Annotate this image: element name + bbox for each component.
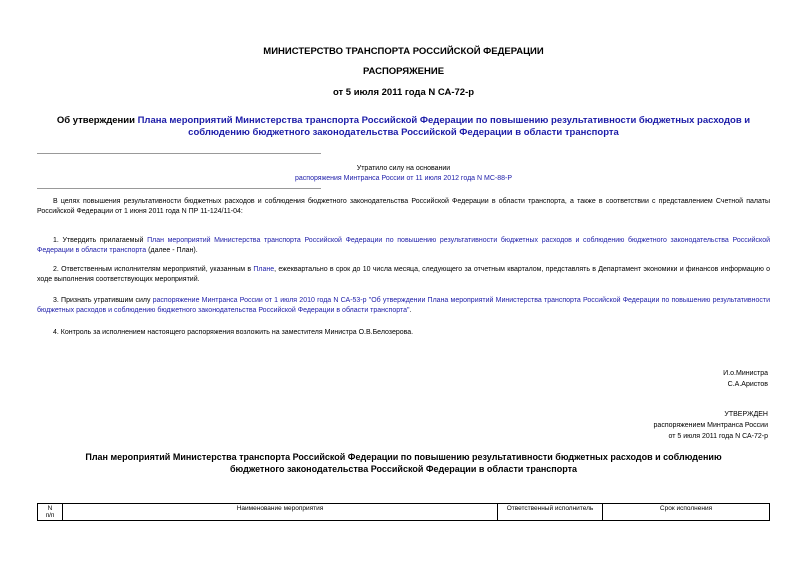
col-responsible: Ответственный исполнитель: [498, 504, 603, 521]
paragraph-1: 1. Утвердить прилагаемый План мероприятий Министерства транспорта Российской Федерации по повышению результативности бюджетных расходов и соблюдению бюджетного законодательства Российской Федерации в области транспорта (далее - План).: [37, 237, 770, 254]
lost-force-text: Утратило силу на основании: [356, 165, 451, 172]
ministry-header: МИНИСТЕРСТВО ТРАНСПОРТА РОССИЙСКОЙ ФЕДЕРАЦИИ: [263, 46, 544, 57]
approval-line-2: распоряжением Минтранса России: [653, 422, 768, 429]
doc-title-link[interactable]: Плана мероприятий Министерства транспорта Российской Федерации по повышению результативности бюджетных расходов и соблюдению бюджетного законодательства Российской Федерации в области транспорта: [137, 115, 751, 138]
repealed-order-link[interactable]: распоряжение Минтранса России от 1 июля 2010 года N СА-53-р "Об утверждении Плана мероприятий Министерства транспорта Российской Федерации по повышению результативности бюджетных расходов и соблюдению бюджетного законодательства Российской Федерации в области транспорта": [37, 297, 770, 314]
plan-table: [37, 503, 770, 521]
divider-top: [37, 153, 321, 154]
plan-short-link[interactable]: Плане: [253, 266, 275, 273]
paragraph-2: 2. Ответственным исполнителям мероприятий, указанным в Плане, ежеквартально в срок до 10 числа месяца, следующего за отчетным кварталом, представлять в Департамент экономики и финансов информацию о ходе выполнения соответствующих мероприятий.: [37, 266, 770, 283]
paragraph-4: 4. Контроль за исполнением настоящего распоряжения возложить на заместителя Министра О.В.Белозерова.: [53, 329, 414, 336]
signature-block: [568, 368, 768, 390]
col-number: N п/п: [38, 504, 63, 521]
doc-type: РАСПОРЯЖЕНИЕ: [362, 66, 445, 77]
doc-title-prefix: Об утверждении: [56, 115, 138, 126]
approval-line-3: от 5 июля 2011 года N СА-72-р: [668, 433, 768, 440]
paragraph-intro: В целях повышения результативности бюджетных расходов и соблюдения бюджетного законодательства Российской Федерации в области транспорта, а также в соответствии с представлением Счетной палаты Российской Федерации от 1 июня 2011 года N ПР 11-124/11-04:: [37, 198, 770, 215]
approval-block: [568, 409, 768, 442]
table-header-row: [38, 504, 770, 521]
col-deadline: Срок исполнения: [603, 504, 770, 521]
plan-title: План мероприятий Министерства транспорта Российской Федерации по повышению результативности бюджетных расходов и соблюдению бюджетного законодательства Российской Федерации в области транспорта: [85, 452, 722, 474]
approval-line-1: УТВЕРЖДЕН: [724, 411, 768, 418]
divider-bottom: [37, 188, 321, 189]
doc-date-number: от 5 июля 2011 года N СА-72-р: [332, 87, 475, 98]
signature-name: С.А.Аристов: [727, 381, 768, 388]
col-name: Наименование мероприятия: [63, 504, 498, 521]
doc-title: [30, 115, 777, 139]
lost-force-note: [240, 164, 567, 184]
signature-position: И.о.Министра: [723, 370, 768, 377]
plan-link[interactable]: План мероприятий Министерства транспорта Российской Федерации по повышению результативности бюджетных расходов и соблюдению бюджетного законодательства Российской Федерации в области транспорта: [37, 237, 770, 254]
lost-force-link[interactable]: распоряжения Минтранса России от 11 июля 2012 года N МС-88-Р: [295, 175, 512, 182]
paragraph-3: 3. Признать утратившим силу распоряжение Минтранса России от 1 июля 2010 года N СА-53-р "Об утверждении Плана мероприятий Министерства транспорта Российской Федерации по повышению результативности бюджетных расходов и соблюдению бюджетного законодательства Российской Федерации в области транспорта".: [37, 297, 770, 314]
